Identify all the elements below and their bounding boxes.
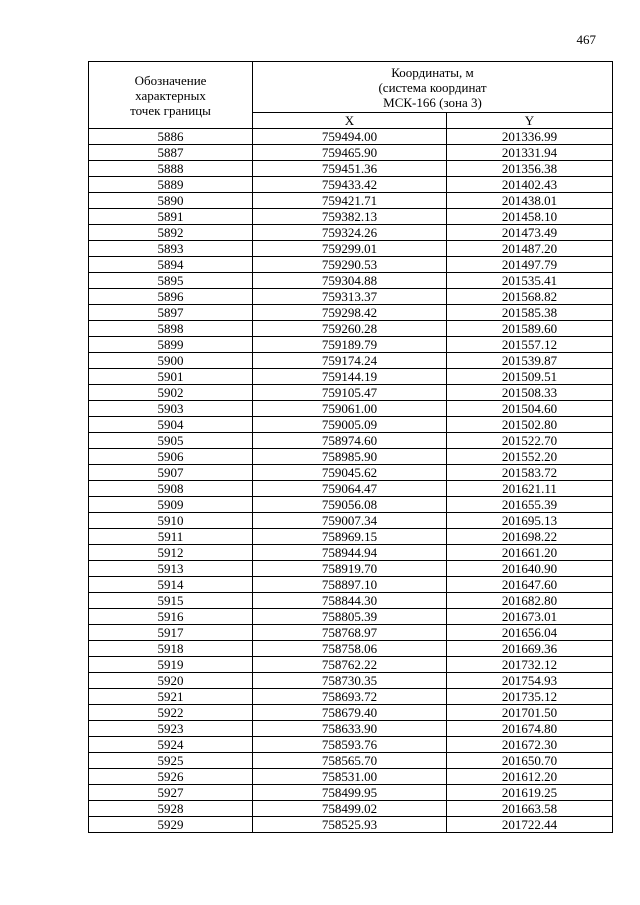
y-coordinate-cell: 201669.36 xyxy=(447,641,613,657)
point-label-header xyxy=(89,62,253,129)
y-coordinate-cell: 201612.20 xyxy=(447,769,613,785)
x-coordinate-cell: 759007.34 xyxy=(253,513,447,529)
y-coordinate-cell: 201732.12 xyxy=(447,657,613,673)
point-id-cell: 5929 xyxy=(89,817,253,833)
table-row xyxy=(89,721,613,737)
x-coordinate-cell: 759298.42 xyxy=(253,305,447,321)
y-coordinate-cell: 201722.44 xyxy=(447,817,613,833)
y-coordinate-cell: 201473.49 xyxy=(447,225,613,241)
point-id-cell: 5915 xyxy=(89,593,253,609)
y-coordinate-cell: 201458.10 xyxy=(447,209,613,225)
table-row xyxy=(89,657,613,673)
x-coordinate-cell: 759061.00 xyxy=(253,401,447,417)
point-id-cell: 5896 xyxy=(89,289,253,305)
point-id-cell: 5903 xyxy=(89,401,253,417)
y-coordinate-cell: 201509.51 xyxy=(447,369,613,385)
point-id-cell: 5912 xyxy=(89,545,253,561)
coordinates-header-line: МСК-166 (зона 3) xyxy=(383,94,482,110)
y-coordinate-cell: 201331.94 xyxy=(447,145,613,161)
y-coordinate-cell: 201497.79 xyxy=(447,257,613,273)
table-row xyxy=(89,241,613,257)
y-coordinate-cell: 201735.12 xyxy=(447,689,613,705)
table-row xyxy=(89,593,613,609)
point-id-cell: 5895 xyxy=(89,273,253,289)
x-coordinate-cell: 759304.88 xyxy=(253,273,447,289)
table-row xyxy=(89,497,613,513)
table-row xyxy=(89,321,613,337)
x-coordinate-cell: 758969.15 xyxy=(253,529,447,545)
coordinates-header-line: (система координат xyxy=(378,79,487,95)
point-id-cell: 5928 xyxy=(89,801,253,817)
x-coordinate-cell: 758897.10 xyxy=(253,577,447,593)
y-coordinate-cell: 201557.12 xyxy=(447,337,613,353)
table-row xyxy=(89,705,613,721)
table-row xyxy=(89,449,613,465)
y-coordinate-cell: 201695.13 xyxy=(447,513,613,529)
point-id-cell: 5886 xyxy=(89,129,253,145)
x-coordinate-cell: 758730.35 xyxy=(253,673,447,689)
point-id-cell: 5888 xyxy=(89,161,253,177)
x-coordinate-cell: 759064.47 xyxy=(253,481,447,497)
point-id-cell: 5920 xyxy=(89,673,253,689)
x-coordinate-cell: 758805.39 xyxy=(253,609,447,625)
coordinates-header-line: Координаты, м xyxy=(391,64,474,80)
table-header xyxy=(89,62,613,129)
y-coordinate-cell: 201568.82 xyxy=(447,289,613,305)
point-id-cell: 5923 xyxy=(89,721,253,737)
point-id-cell: 5891 xyxy=(89,209,253,225)
coordinates-group-header xyxy=(253,62,613,113)
y-coordinate-cell: 201508.33 xyxy=(447,385,613,401)
point-id-cell: 5918 xyxy=(89,641,253,657)
x-column-header: X xyxy=(253,113,447,129)
y-coordinate-cell: 201621.11 xyxy=(447,481,613,497)
x-coordinate-cell: 759313.37 xyxy=(253,289,447,305)
y-coordinate-cell: 201673.01 xyxy=(447,609,613,625)
x-coordinate-cell: 759189.79 xyxy=(253,337,447,353)
x-coordinate-cell: 758499.02 xyxy=(253,801,447,817)
y-coordinate-cell: 201674.80 xyxy=(447,721,613,737)
table-row xyxy=(89,481,613,497)
table-row xyxy=(89,561,613,577)
table-row xyxy=(89,737,613,753)
y-coordinate-cell: 201535.41 xyxy=(447,273,613,289)
point-id-cell: 5899 xyxy=(89,337,253,353)
x-coordinate-cell: 758679.40 xyxy=(253,705,447,721)
table-row xyxy=(89,513,613,529)
x-coordinate-cell: 759144.19 xyxy=(253,369,447,385)
point-id-cell: 5917 xyxy=(89,625,253,641)
point-label-header-line: характерных xyxy=(135,87,206,103)
table-row xyxy=(89,369,613,385)
table-row xyxy=(89,257,613,273)
point-label-header-line: точек границы xyxy=(130,102,211,118)
table-row xyxy=(89,609,613,625)
y-coordinate-cell: 201672.30 xyxy=(447,737,613,753)
point-id-cell: 5924 xyxy=(89,737,253,753)
point-id-cell: 5901 xyxy=(89,369,253,385)
point-id-cell: 5904 xyxy=(89,417,253,433)
point-id-cell: 5894 xyxy=(89,257,253,273)
x-coordinate-cell: 759260.28 xyxy=(253,321,447,337)
table-row xyxy=(89,689,613,705)
table-row xyxy=(89,433,613,449)
page-number: 467 xyxy=(576,32,596,47)
point-id-cell: 5921 xyxy=(89,689,253,705)
point-id-cell: 5922 xyxy=(89,705,253,721)
point-id-cell: 5911 xyxy=(89,529,253,545)
point-id-cell: 5910 xyxy=(89,513,253,529)
table-row xyxy=(89,785,613,801)
y-coordinate-cell: 201585.38 xyxy=(447,305,613,321)
x-coordinate-cell: 758525.93 xyxy=(253,817,447,833)
x-coordinate-cell: 758499.95 xyxy=(253,785,447,801)
y-coordinate-cell: 201502.80 xyxy=(447,417,613,433)
point-id-cell: 5897 xyxy=(89,305,253,321)
point-id-cell: 5892 xyxy=(89,225,253,241)
x-coordinate-cell: 759494.00 xyxy=(253,129,447,145)
y-column-header: Y xyxy=(447,113,613,129)
x-coordinate-cell: 758565.70 xyxy=(253,753,447,769)
x-coordinate-cell: 759005.09 xyxy=(253,417,447,433)
table-body xyxy=(89,129,613,833)
y-coordinate-cell: 201701.50 xyxy=(447,705,613,721)
y-coordinate-cell: 201487.20 xyxy=(447,241,613,257)
point-id-cell: 5926 xyxy=(89,769,253,785)
point-id-cell: 5900 xyxy=(89,353,253,369)
x-coordinate-cell: 758531.00 xyxy=(253,769,447,785)
x-coordinate-cell: 758944.94 xyxy=(253,545,447,561)
y-coordinate-cell: 201655.39 xyxy=(447,497,613,513)
x-coordinate-cell: 758985.90 xyxy=(253,449,447,465)
x-coordinate-cell: 758762.22 xyxy=(253,657,447,673)
x-coordinate-cell: 758919.70 xyxy=(253,561,447,577)
y-coordinate-cell: 201619.25 xyxy=(447,785,613,801)
point-id-cell: 5902 xyxy=(89,385,253,401)
table-row xyxy=(89,305,613,321)
point-id-cell: 5905 xyxy=(89,433,253,449)
table-row xyxy=(89,289,613,305)
table-row xyxy=(89,145,613,161)
x-coordinate-cell: 758593.76 xyxy=(253,737,447,753)
table-row xyxy=(89,417,613,433)
y-coordinate-cell: 201402.43 xyxy=(447,177,613,193)
y-coordinate-cell: 201552.20 xyxy=(447,449,613,465)
y-coordinate-cell: 201583.72 xyxy=(447,465,613,481)
y-coordinate-cell: 201663.58 xyxy=(447,801,613,817)
table-row xyxy=(89,401,613,417)
y-coordinate-cell: 201698.22 xyxy=(447,529,613,545)
x-coordinate-cell: 759324.26 xyxy=(253,225,447,241)
table-row xyxy=(89,273,613,289)
y-coordinate-cell: 201650.70 xyxy=(447,753,613,769)
y-coordinate-cell: 201656.04 xyxy=(447,625,613,641)
y-coordinate-cell: 201647.60 xyxy=(447,577,613,593)
x-coordinate-cell: 759290.53 xyxy=(253,257,447,273)
y-coordinate-cell: 201522.70 xyxy=(447,433,613,449)
x-coordinate-cell: 758758.06 xyxy=(253,641,447,657)
x-coordinate-cell: 758974.60 xyxy=(253,433,447,449)
point-id-cell: 5908 xyxy=(89,481,253,497)
table-row xyxy=(89,577,613,593)
table-row xyxy=(89,161,613,177)
x-coordinate-cell: 758768.97 xyxy=(253,625,447,641)
x-coordinate-cell: 759174.24 xyxy=(253,353,447,369)
x-coordinate-cell: 759045.62 xyxy=(253,465,447,481)
x-coordinate-cell: 758844.30 xyxy=(253,593,447,609)
table-row xyxy=(89,801,613,817)
table-row xyxy=(89,641,613,657)
y-coordinate-cell: 201589.60 xyxy=(447,321,613,337)
table-row xyxy=(89,353,613,369)
point-id-cell: 5893 xyxy=(89,241,253,257)
y-coordinate-cell: 201539.87 xyxy=(447,353,613,369)
table-row xyxy=(89,193,613,209)
y-coordinate-cell: 201336.99 xyxy=(447,129,613,145)
y-coordinate-cell: 201504.60 xyxy=(447,401,613,417)
y-coordinate-cell: 201682.80 xyxy=(447,593,613,609)
table-row xyxy=(89,177,613,193)
x-coordinate-cell: 759465.90 xyxy=(253,145,447,161)
table-row xyxy=(89,337,613,353)
y-coordinate-cell: 201438.01 xyxy=(447,193,613,209)
x-coordinate-cell: 758633.90 xyxy=(253,721,447,737)
y-coordinate-cell: 201754.93 xyxy=(447,673,613,689)
x-coordinate-cell: 759433.42 xyxy=(253,177,447,193)
table-row xyxy=(89,529,613,545)
table-row xyxy=(89,769,613,785)
x-coordinate-cell: 759105.47 xyxy=(253,385,447,401)
table-row xyxy=(89,129,613,145)
point-id-cell: 5887 xyxy=(89,145,253,161)
table-row xyxy=(89,385,613,401)
point-id-cell: 5925 xyxy=(89,753,253,769)
point-id-cell: 5913 xyxy=(89,561,253,577)
y-coordinate-cell: 201640.90 xyxy=(447,561,613,577)
point-id-cell: 5898 xyxy=(89,321,253,337)
point-id-cell: 5916 xyxy=(89,609,253,625)
x-coordinate-cell: 759299.01 xyxy=(253,241,447,257)
x-coordinate-cell: 758693.72 xyxy=(253,689,447,705)
table-row xyxy=(89,817,613,833)
table-row xyxy=(89,545,613,561)
point-id-cell: 5919 xyxy=(89,657,253,673)
point-id-cell: 5906 xyxy=(89,449,253,465)
y-coordinate-cell: 201356.38 xyxy=(447,161,613,177)
point-id-cell: 5890 xyxy=(89,193,253,209)
x-coordinate-cell: 759056.08 xyxy=(253,497,447,513)
y-coordinate-cell: 201661.20 xyxy=(447,545,613,561)
point-id-cell: 5909 xyxy=(89,497,253,513)
x-coordinate-cell: 759421.71 xyxy=(253,193,447,209)
table-row xyxy=(89,625,613,641)
point-id-cell: 5927 xyxy=(89,785,253,801)
point-label-header-line: Обозначение xyxy=(134,72,207,88)
point-id-cell: 5889 xyxy=(89,177,253,193)
point-id-cell: 5907 xyxy=(89,465,253,481)
table-row xyxy=(89,465,613,481)
table-row xyxy=(89,209,613,225)
point-id-cell: 5914 xyxy=(89,577,253,593)
x-coordinate-cell: 759451.36 xyxy=(253,161,447,177)
table-row xyxy=(89,225,613,241)
x-coordinate-cell: 759382.13 xyxy=(253,209,447,225)
table-row xyxy=(89,673,613,689)
table-row xyxy=(89,753,613,769)
coordinates-table xyxy=(88,61,613,833)
